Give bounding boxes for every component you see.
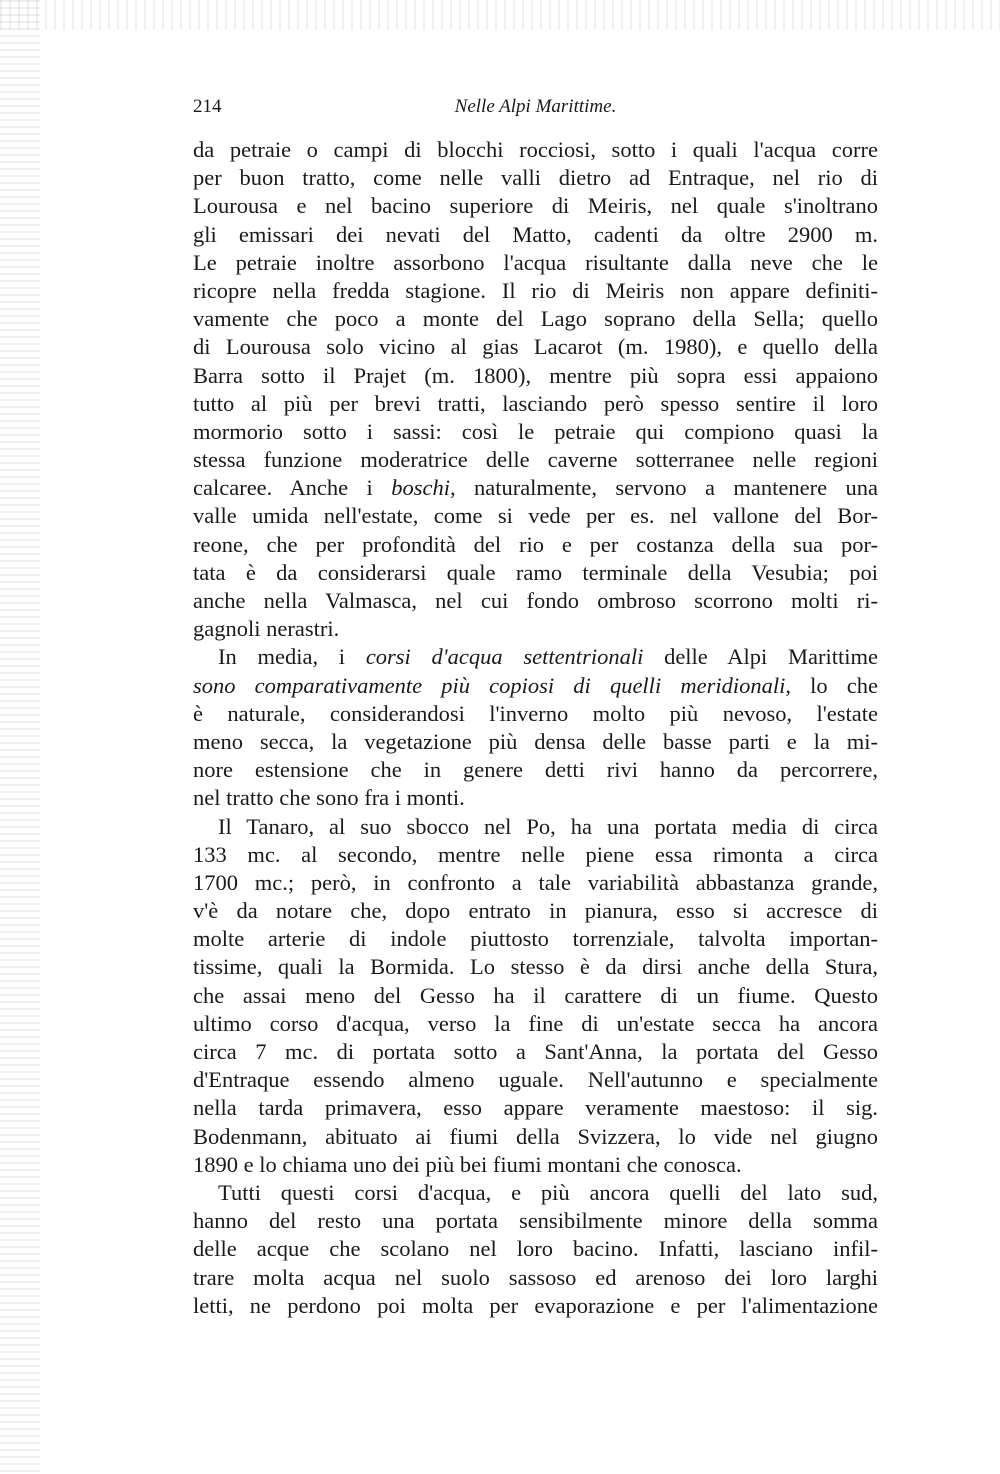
scan-top-noise: [0, 0, 1000, 30]
text-line: [193, 1264, 878, 1292]
text-line: [193, 700, 878, 728]
text-segment: trare molta acqua nel suolo sassoso ed arenoso dei loro larghi: [193, 1264, 878, 1290]
text-segment: delle acque che scolano nel loro bacino. Infatti, lasciano infil-: [193, 1236, 878, 1262]
text-segment: gagnoli nerastri.: [193, 616, 340, 642]
text-segment: gli emissari dei nevati del Matto, cadenti da oltre 2900 m.: [193, 221, 878, 247]
text-line: [193, 1179, 878, 1207]
text-segment: circa 7 mc. di portata sotto a Sant'Anna, la portata del Gesso: [193, 1039, 878, 1064]
text-line: [193, 164, 878, 192]
text-segment: naturalmente, servono a mantenere una: [455, 475, 878, 501]
text-line: [193, 587, 878, 615]
text-line: [193, 982, 878, 1010]
text-segment: nella tarda primavera, esso appare veramente maestoso: il sig.: [193, 1095, 878, 1121]
text-segment: letti, ne perdono poi molta per evaporazione e per l'alimentazione: [193, 1292, 878, 1318]
italic-text: boschi,: [391, 475, 456, 501]
text-segment: In media, i: [218, 644, 366, 670]
text-line: [193, 474, 878, 502]
text-segment: mormorio sotto i sassi: così le petraie qui compiono quasi la: [193, 418, 878, 444]
text-line: [193, 1094, 878, 1122]
text-line: [193, 559, 878, 587]
text-line: [193, 643, 878, 671]
italic-text: corsi d'acqua settentrionali: [365, 644, 644, 670]
text-segment: vamente che poco a monte del Lago soprano della Sella; quello: [193, 306, 878, 332]
text-segment: meno secca, la vegetazione più densa delle basse parti e la mi-: [193, 728, 878, 754]
text-segment: d'Entraque essendo almeno uguale. Nell'autunno e specialmente: [193, 1067, 878, 1093]
text-segment: ultimo corso d'acqua, verso la fine di un'estate secca ha ancora: [193, 1010, 878, 1036]
text-line: [193, 1038, 878, 1066]
text-segment: hanno del resto una portata sensibilmente minore della somma: [193, 1208, 878, 1234]
text-line: [193, 869, 878, 897]
text-segment: Bodenmann, abituato ai fiumi della Svizzera, lo vide nel giugno: [193, 1123, 878, 1149]
text-line: [193, 784, 878, 812]
text-line: [193, 728, 878, 756]
text-segment: stessa funzione moderatrice delle caverne sotterranee nelle regioni: [193, 447, 878, 473]
text-segment: nel tratto che sono fra i monti.: [193, 785, 465, 811]
text-segment: delle Alpi Marittime: [643, 644, 878, 670]
text-segment: v'è da notare che, dopo entrato in pianura, esso si accresce di: [193, 898, 878, 924]
text-segment: Tutti questi corsi d'acqua, e più ancora quelli del lato sud,: [218, 1179, 878, 1205]
text-segment: anche nella Valmasca, nel cui fondo ombroso scorrono molti ri-: [193, 588, 878, 613]
text-line: [193, 305, 878, 333]
text-segment: 133 mc. al secondo, mentre nelle piene essa rimonta a circa: [193, 841, 878, 867]
text-line: [193, 502, 878, 530]
scan-margin-noise: [0, 0, 40, 1474]
text-line: [193, 672, 878, 700]
text-line: [193, 1292, 878, 1320]
text-line: [193, 615, 878, 643]
text-segment: Il Tanaro, al suo sbocco nel Po, ha una portata media di circa: [218, 813, 878, 839]
text-segment: tata è da considerarsi quale ramo terminale della Vesubia; poi: [193, 559, 878, 585]
text-line: [193, 1123, 878, 1151]
page-number: 214: [193, 96, 222, 117]
text-line: [193, 1151, 878, 1179]
text-line: [193, 362, 878, 390]
text-line: [193, 531, 878, 559]
italic-text: sono comparativamente più copiosi di quelli meridionali,: [193, 672, 791, 698]
text-segment: nore estensione che in genere detti rivi hanno da percorrere,: [193, 757, 878, 783]
text-segment: Le petraie inoltre assorbono l'acqua risultante dalla neve che le: [193, 249, 878, 275]
text-line: [193, 756, 878, 784]
text-segment: è naturale, considerandosi l'inverno molto più nevoso, l'estate: [193, 700, 878, 726]
text-segment: valle umida nell'estate, come si vede per es. nel vallone del Bor-: [193, 503, 878, 529]
text-segment: da petraie o campi di blocchi rocciosi, sotto i quali l'acqua corre: [193, 137, 878, 162]
text-segment: Barra sotto il Prajet (m. 1800), mentre più sopra essi appaiono: [193, 362, 878, 388]
body-text: [193, 136, 878, 1320]
text-line: [193, 418, 878, 446]
text-line: [193, 1066, 878, 1094]
text-line: [193, 192, 878, 220]
text-segment: che assai meno del Gesso ha il carattere di un fiume. Questo: [193, 982, 878, 1008]
text-segment: per buon tratto, come nelle valli dietro ad Entraque, nel rio di: [193, 165, 878, 191]
text-segment: calcaree. Anche i: [193, 475, 392, 501]
page-header: [193, 96, 878, 124]
text-line: [193, 841, 878, 869]
text-line: [193, 221, 878, 249]
text-segment: tutto al più per brevi tratti, lasciando però spesso sentire il loro: [193, 390, 878, 416]
text-line: [193, 390, 878, 418]
text-line: [193, 249, 878, 277]
text-line: [193, 333, 878, 361]
text-segment: reone, che per profondità del rio e per costanza della sua por-: [193, 531, 878, 557]
text-line: [193, 897, 878, 925]
text-line: [193, 953, 878, 981]
text-line: [193, 136, 878, 164]
text-segment: molte arterie di indole piuttosto torrenziale, talvolta importan-: [193, 926, 878, 952]
text-segment: ricopre nella fredda stagione. Il rio di Meiris non appare definiti-: [193, 277, 878, 303]
text-line: [193, 1235, 878, 1263]
text-segment: Lourousa e nel bacino superiore di Meiris, nel quale s'inoltrano: [193, 193, 878, 219]
running-title: Nelle Alpi Marittime.: [454, 96, 617, 117]
text-segment: lo che: [790, 672, 878, 698]
text-segment: 1700 mc.; però, in confronto a tale variabilità abbastanza grande,: [193, 869, 878, 895]
text-line: [193, 1010, 878, 1038]
text-segment: 1890 e lo chiama uno dei più bei fiumi montani che conosca.: [193, 1151, 742, 1177]
text-line: [193, 813, 878, 841]
text-line: [193, 1207, 878, 1235]
text-line: [193, 446, 878, 474]
text-segment: di Lourousa solo vicino al gias Lacarot (m. 1980), e quello della: [193, 334, 878, 360]
text-segment: tissime, quali la Bormida. Lo stesso è da dirsi anche della Stura,: [193, 954, 878, 980]
text-line: [193, 925, 878, 953]
text-line: [193, 277, 878, 305]
